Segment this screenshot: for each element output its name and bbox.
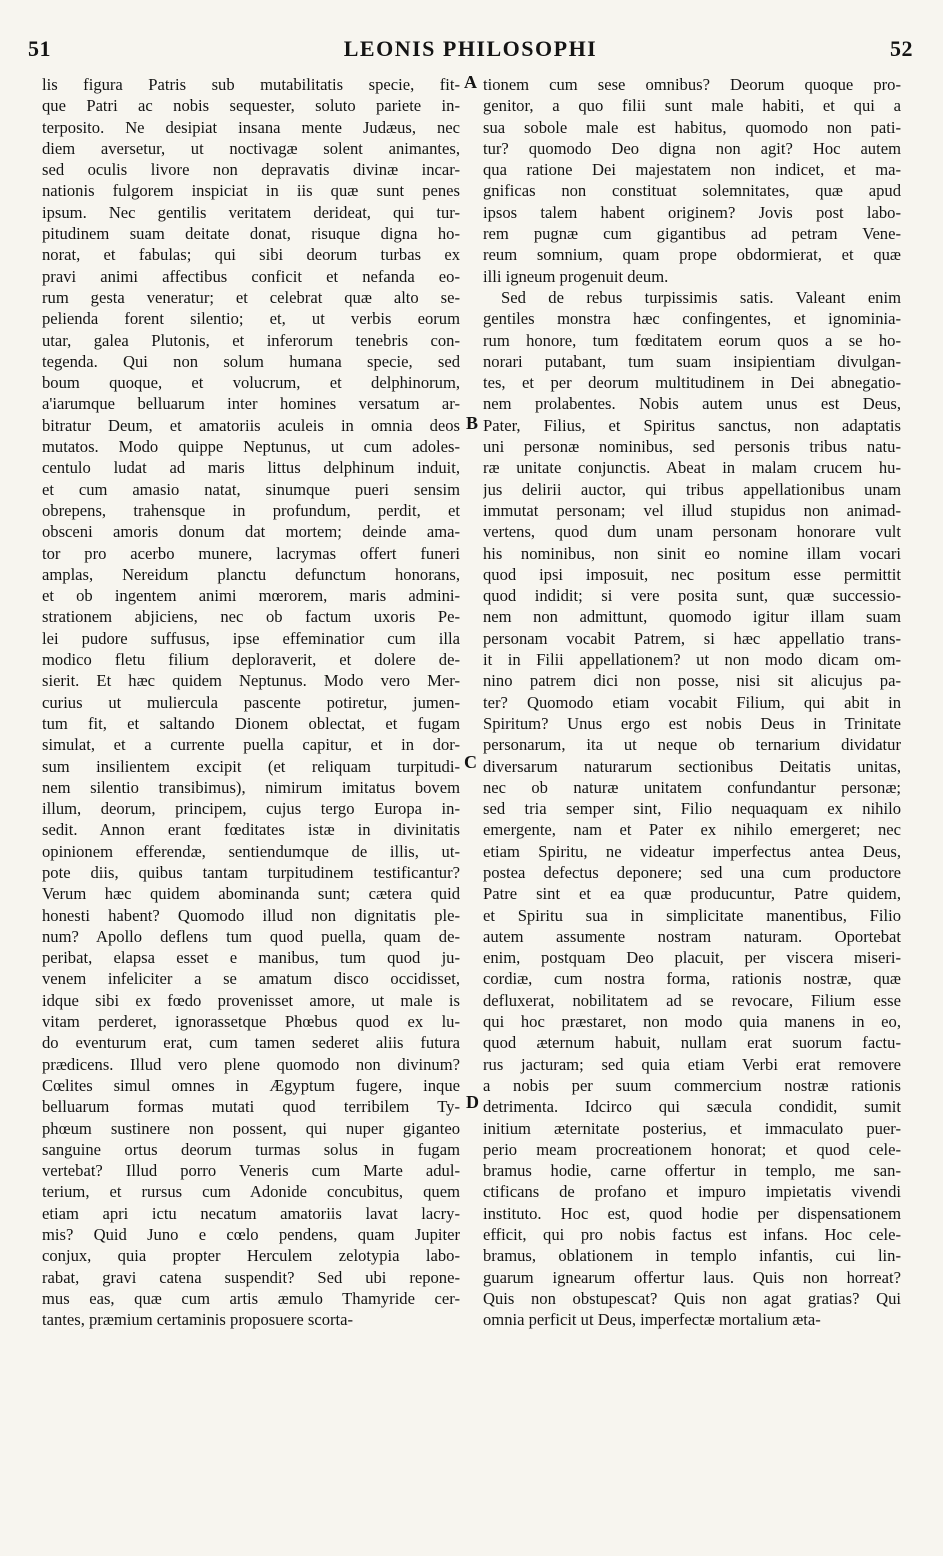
page-number-left: 51 [28, 36, 51, 61]
text-line: qui hoc præstaret, non modo quia manens in eo, [483, 1012, 901, 1032]
running-title: LEONIS PHILOSOPHI [343, 36, 598, 61]
text-line: Patre sint et ea quæ producuntur, Patre quidem, [483, 884, 901, 904]
text-line: lis figura Patris sub mutabilitatis specie, fit- [42, 75, 460, 94]
text-line: vitam perderet, ignorassetque Phœbus quod ex lu- [42, 1012, 460, 1032]
text-line: detrimenta. Idcirco qui sæcula condidit, sumit [483, 1097, 901, 1117]
text-line: ipsos talem habent originem? Jovis post labo- [483, 202, 901, 222]
text-line: efficit, qui pro nobis factus est infans. Hoc cele- [483, 1225, 901, 1245]
text-line: ipsum. Nec gentilis veritatem derideat, qui tur- [42, 202, 460, 222]
text-line: tur? quomodo Deo digna non agit? Hoc autem [483, 138, 901, 158]
text-line: et ob ingentem animi mœrorem, maris admini- [42, 586, 460, 606]
text-line: ctificans de profano et impuro impietatis vivendi [483, 1182, 901, 1202]
text-line: etiam Spiritu, ne videatur imperfectus antea Deus, [483, 841, 901, 861]
text-line: nem non admittunt, quomodo igitur illam suam [483, 607, 901, 627]
text-line: norat, et fabulas; qui sibi deorum turbas ex [42, 245, 460, 265]
text-line: pravi animi affectibus conficit et nefanda eo- [42, 266, 460, 286]
text-line: jus delirii auctor, qui tribus appellationibus unam [483, 479, 901, 499]
text-line: enim, postquam Deo placuit, per viscera miseri- [483, 948, 901, 968]
text-line: omnia perficit ut Deus, imperfectæ mortalium æta- [483, 1310, 821, 1330]
text-line: it in Filii appellationem? ut non modo dicam om- [483, 650, 901, 670]
text-line: nem silentio transibimus), nimirum imitatus bovem [42, 777, 460, 797]
text-line: cordiæ, cum nostra forma, rationis nostræ, quæ [483, 969, 901, 989]
text-line: autem assumente nostram naturam. Oportebat [483, 926, 901, 946]
text-line: boum quoque, et volucrum, et delphinorum, [42, 373, 460, 393]
text-line: norari putabant, tum suam insipientiam divulgan- [483, 351, 901, 371]
text-line: bramus, oblationem in templo infantis, cui lin- [483, 1246, 901, 1266]
text-line: rus jacturam; sed quia etiam Verbi erat removere [483, 1054, 901, 1074]
text-line: tes, et per deorum multitudinem in Dei abnegatio- [483, 373, 901, 393]
text-line: et cum amasio natat, sinumque pueri sensim [42, 479, 460, 499]
text-line: quod indidit; si vere posita sunt, quæ successio- [483, 586, 901, 606]
text-line: Pater, Filius, et Spiritus sanctus, non adaptatis [483, 415, 901, 435]
text-line: Quis non obstupescat? Quis non agat gratias? Qui [483, 1288, 901, 1308]
text-line: obsceni amoris donum dat mortem; deinde ama- [42, 522, 460, 542]
text-line: mutatos. Modo quippe Neptunus, ut cum adoles- [42, 437, 460, 457]
text-line: obrepens, trahensque in profundum, perdit, et [42, 500, 460, 520]
text-line: pote diis, quibus tantam turpitudinem testificantur? [42, 862, 460, 882]
text-line: a'iarumque belluarum inter homines versatum ar- [42, 394, 460, 414]
text-line: terium, et rursus cum Adonide concubitus, quem [42, 1182, 460, 1202]
running-header [28, 36, 913, 70]
text-line: emergente, nam et Pater ex nihilo emergeret; nec [483, 820, 901, 840]
text-line: venem infeliciter a se amatum disco occidisset, [42, 969, 460, 989]
text-line: rum honore, tum fœditatem eorum quos a se ho- [483, 330, 901, 350]
text-line: et Spiritu sua in simplicitate manentibus, Filio [483, 905, 901, 925]
text-line: opinionem efferendæ, sentiendumque de illis, ut- [42, 841, 460, 861]
text-line: genitor, a quo filii sunt male habiti, et qui a [483, 96, 901, 116]
text-line: bitratur Deum, et amatoriis aculeis in omnia deos [42, 415, 460, 435]
page-number-right: 52 [890, 36, 913, 61]
text-line: terposito. Ne desipiat insana mente Judæus, nec [42, 117, 460, 137]
text-line: nem prolabentes. Nobis autem unus est Deus, [483, 394, 901, 414]
text-line: sua sobole male est habitus, quomodo non pati- [483, 117, 901, 137]
text-line: nationis fulgorem inspiciat in iis quæ sunt penes [42, 181, 460, 201]
text-line: ter? Quomodo etiam vocabit Filium, qui abit in [483, 692, 901, 712]
text-line: sed tria semper sint, Filio nequaquam ex nihilo [483, 799, 901, 819]
text-line: sed oculis livore non depravatis divinæ incar- [42, 160, 460, 180]
text-line: quod ipsi imposuit, nec positum esse permittit [483, 564, 901, 584]
text-line: vertens, quod dum unam personam honorare vult [483, 522, 901, 542]
text-line: utar, galea Plutonis, et inferorum tenebris con- [42, 330, 460, 350]
text-line: tum fit, et saltando Dionem oblectat, et fugam [42, 713, 460, 733]
text-line: Verum hæc quidem abominanda sunt; cætera quid [42, 884, 460, 904]
text-line: qua ratione Dei majestatem non indicet, et ma- [483, 160, 901, 180]
text-line: strationem abjiciens, nec ob factum uxoris Pe- [42, 607, 460, 627]
text-line: mus eas, quæ cum artis æmulo Thamyride cer- [42, 1288, 460, 1308]
text-line: bramus hodie, carne offertur in templo, me san- [483, 1161, 901, 1181]
text-line: curius ut muliercula pascente potiretur, jumen- [42, 692, 460, 712]
text-line: rem pugnæ cum gigantibus ad petram Vene- [483, 224, 901, 244]
text-line: nino patrem dici non posse, nisi sit alicujus pa- [483, 671, 901, 691]
text-line: guarum ignearum offertur laus. Quis non horreat? [483, 1267, 901, 1287]
margin-letter-a: A [464, 72, 477, 92]
text-line: tor pro acerbo munere, lacrymas offert funeri [42, 543, 460, 563]
text-line: peribat, elapsa esset e manibus, tum quod ju- [42, 948, 460, 968]
text-line: rum gesta veneratur; et celebrat quæ alto se- [42, 287, 460, 307]
text-line: belluarum formas mutati quod terribilem Ty- [42, 1097, 460, 1117]
text-line: honesti habent? Quomodo illud non dignitatis ple- [42, 905, 460, 925]
text-line: simulat, et a currente puella capitur, et in dor- [42, 735, 460, 755]
text-line: conjux, quia propter Herculem zelotypia labo- [42, 1246, 460, 1266]
text-line: modico fletu filium deploraverit, et dolere de- [42, 650, 460, 670]
text-line: lei pudore suffusus, ipse effeminatior cum illa [42, 628, 460, 648]
text-line: que Patri ac nobis sequester, soluto pariete in- [42, 96, 460, 116]
left-column [42, 74, 460, 1331]
text-line: diem aversetur, ut noctivagæ solent animantes, [42, 138, 460, 158]
text-line: tionem cum sese omnibus? Deorum quoque pro- [483, 75, 901, 94]
text-line: initium æternitate posterius, et immaculato puer- [483, 1118, 901, 1138]
text-line: phœum sustinere non possent, qui nuper giganteo [42, 1118, 460, 1138]
text-line: tantes, præmium certaminis proposuere scorta- [42, 1310, 354, 1330]
text-line: amplas, Nereidum planctu defunctum honorans, [42, 564, 460, 584]
text-line: personarum, ita ut neque ob ternarium dividatur [483, 735, 901, 755]
text-line: sanguine ortus deorum turmas solus in fugam [42, 1139, 460, 1159]
text-line: Sed de rebus turpissimis satis. Valeant enim [501, 287, 901, 307]
text-line: a nobis per suum commercium nostræ rationis [483, 1075, 901, 1095]
text-line: tegenda. Qui non solum humana specie, sed [42, 351, 460, 371]
text-line: reum somnium, quam prope obdormierat, et quæ [483, 245, 901, 265]
text-line: sum insilientem excipit (et reliquam turpitudi- [42, 756, 460, 776]
text-line: etiam apri ictu necatum amatoriis lavat lacry- [42, 1203, 460, 1223]
text-line: ræ unitate conjunctis. Abeat in malam crucem hu- [483, 458, 901, 478]
text-line: gentiles monstra hæc confingentes, et ignominia- [483, 309, 901, 329]
text-line: diversarum naturarum sectionibus Deitatis unitas, [483, 756, 901, 776]
text-line: his nominibus, non sinit eo nomine illam vocari [483, 543, 901, 563]
text-line: nec ob naturæ unitatem confundantur personæ; [483, 777, 901, 797]
margin-letter-c: C [464, 752, 477, 772]
text-line: postea defectus deponere; sed una cum productore [483, 862, 901, 882]
margin-letter-d: D [466, 1092, 479, 1112]
text-line: centulo ludat ad maris littus delphinum induit, [42, 458, 460, 478]
text-line: idque sibi ex fœdo provenisset amore, ut male is [42, 990, 460, 1010]
text-line: illum, deorum, principem, cujus tergo Europa in- [42, 799, 460, 819]
text-line: rabat, gravi catena suspendit? Sed ubi repone- [42, 1267, 460, 1287]
text-line: Spiritum? Unus ergo est nobis Deus in Trinitate [483, 713, 901, 733]
text-line: immutat personam; vel illud stupidus non animad- [483, 500, 901, 520]
text-line: pitudinem suam deitate donat, risuque digna ho- [42, 224, 460, 244]
text-line: instituto. Hoc est, quod hodie per dispensationem [483, 1203, 901, 1223]
text-line: defluxerat, nobilitatem ad se revocare, Filium esse [483, 990, 901, 1010]
text-line: Cœlites simul omnes in Ægyptum fugere, inque [42, 1075, 460, 1095]
text-line: pelienda forent silentio; et, ut verbis eorum [42, 309, 460, 329]
text-line: quod æternum habuit, nullam erat suorum factu- [483, 1033, 901, 1053]
text-line: mis? Quid Juno e cœlo pendens, quam Jupiter [42, 1225, 460, 1245]
text-line: illi igneum progenuit deum. [483, 266, 669, 286]
text-line: uni personæ nominibus, sed personis tribus natu- [483, 437, 901, 457]
text-line: perio meam procreationem honorat; et quod cele- [483, 1139, 901, 1159]
text-line: vertebat? Illud porro Veneris cum Marte adul- [42, 1161, 460, 1181]
right-column [483, 74, 901, 1331]
text-line: num? Apollo deflens tum quod puella, quam de- [42, 926, 460, 946]
text-line: do eventurum erat, cum tamen sederet aliis futura [42, 1033, 460, 1053]
text-line: gnificas non constituat solemnitates, quæ apud [483, 181, 901, 201]
text-line: personam vocabit Patrem, si hæc appellatio trans- [483, 628, 901, 648]
text-line: sierit. Et hæc quidem Neptunus. Modo vero Mer- [42, 671, 460, 691]
text-line: prædicens. Illud vero plene quomodo non divinum? [42, 1054, 460, 1074]
text-line: sedit. Annon erant fœditates istæ in divinitatis [42, 820, 460, 840]
margin-letter-b: B [466, 413, 479, 433]
